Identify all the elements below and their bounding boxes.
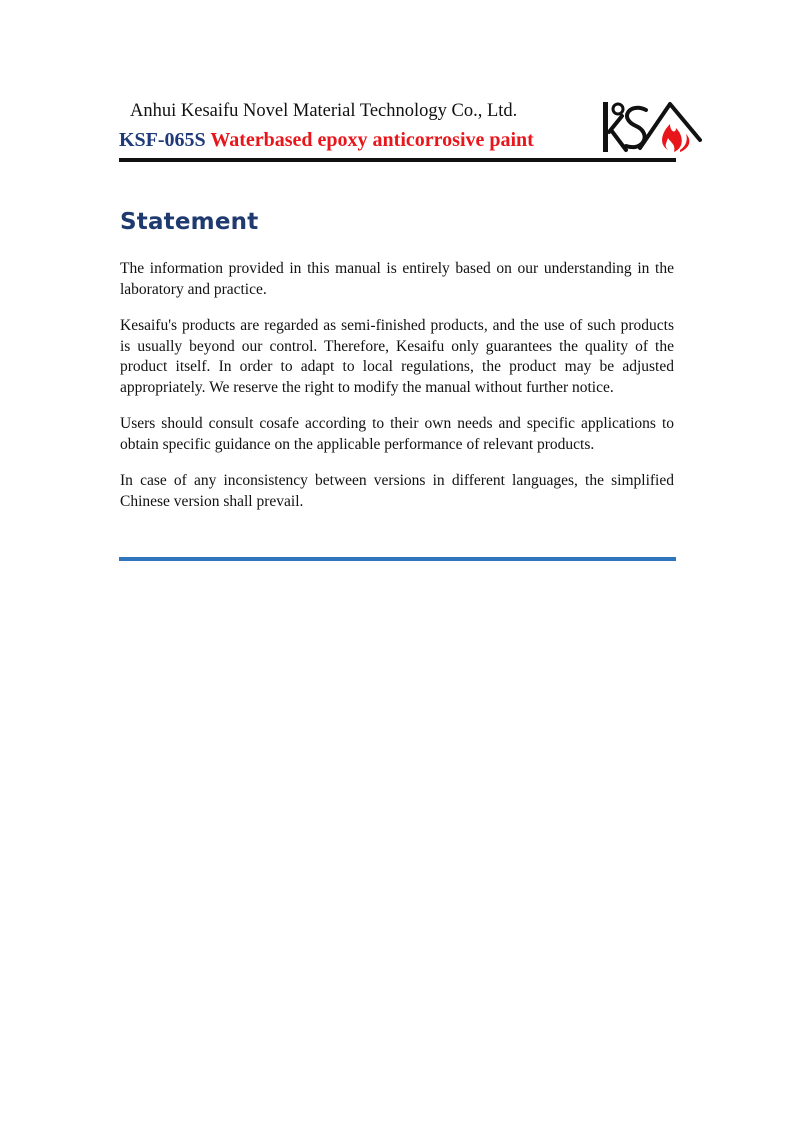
product-code: KSF-065S xyxy=(119,129,206,151)
company-name: Anhui Kesaifu Novel Material Technology Co., Ltd. xyxy=(130,101,518,121)
statement-paragraph: Users should consult cosafe according to their own needs and specific applications to obtain specific guidance on the applicable performance of relevant products. xyxy=(120,415,674,453)
product-name: Waterbased epoxy anticorrosive paint xyxy=(210,129,534,151)
ksf-flame-logo-icon xyxy=(600,98,702,154)
header-divider xyxy=(119,158,676,162)
statement-paragraph: In case of any inconsistency between versions in different languages, the simplified Chinese version shall prevail. xyxy=(120,472,674,510)
page-title: Statement xyxy=(120,209,259,235)
statement-body xyxy=(120,259,674,528)
statement-paragraph: Kesaifu's products are regarded as semi-finished products, and the use of such products is usually beyond our control. Therefore, Kesaifu only guarantees the quality of the product itself. In order to adapt to local regulations, the product may be adjusted appropriately. We reserve the right to modify the manual without further notice. xyxy=(120,317,674,396)
section-divider xyxy=(119,557,676,561)
product-title xyxy=(119,128,534,152)
document-header xyxy=(119,96,676,160)
statement-paragraph: The information provided in this manual is entirely based on our understanding in the laboratory and practice. xyxy=(120,260,674,298)
